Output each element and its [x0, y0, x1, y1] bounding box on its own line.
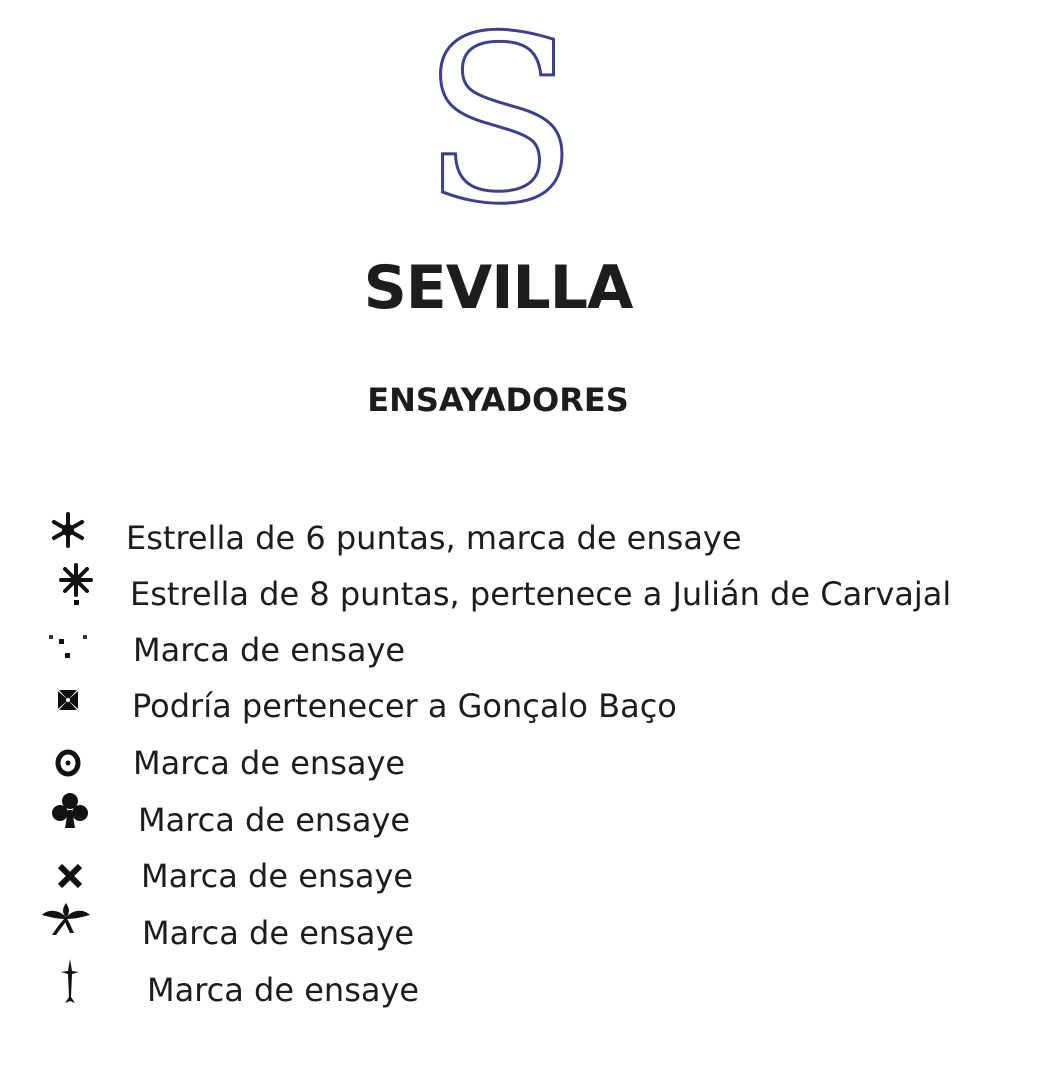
entry-description: Estrella de 8 puntas, pertenece a Julián de Carvajal: [130, 575, 952, 613]
page-title: SEVILLA: [363, 253, 633, 323]
ring-o-icon: [38, 737, 98, 789]
club-icon: [40, 786, 100, 838]
four-dots-icon: [38, 620, 98, 672]
sevilla-s-logo: [421, 0, 579, 255]
dagger-cross-icon: [40, 956, 100, 1008]
entry-description: Marca de ensaye: [133, 744, 406, 782]
list-item: [0, 624, 1046, 676]
entry-description: Marca de ensaye: [141, 857, 414, 895]
six-point-star-icon: [38, 504, 98, 556]
entry-description: Marca de ensaye: [133, 631, 406, 669]
list-item: [0, 568, 1046, 620]
entry-description: Podría pertenecer a Gonçalo Baço: [132, 687, 677, 725]
entry-description: Estrella de 6 puntas, marca de ensaye: [126, 519, 742, 557]
list-item: [0, 964, 1046, 1016]
entry-description: Marca de ensaye: [138, 801, 411, 839]
entry-description: Marca de ensaye: [147, 971, 420, 1009]
list-item: [0, 512, 1046, 564]
list-item: [0, 737, 1046, 789]
eight-point-star-icon: [46, 558, 106, 610]
fleur-icon: [36, 893, 96, 945]
entry-description: Marca de ensaye: [142, 914, 415, 952]
list-item: [0, 680, 1046, 732]
maltese-cross-icon: [38, 674, 98, 726]
svg-text:S: S: [421, 0, 579, 255]
list-item: [0, 850, 1046, 902]
list-item: [0, 907, 1046, 959]
list-item: [0, 794, 1046, 846]
page-subtitle: ENSAYADORES: [367, 381, 629, 419]
